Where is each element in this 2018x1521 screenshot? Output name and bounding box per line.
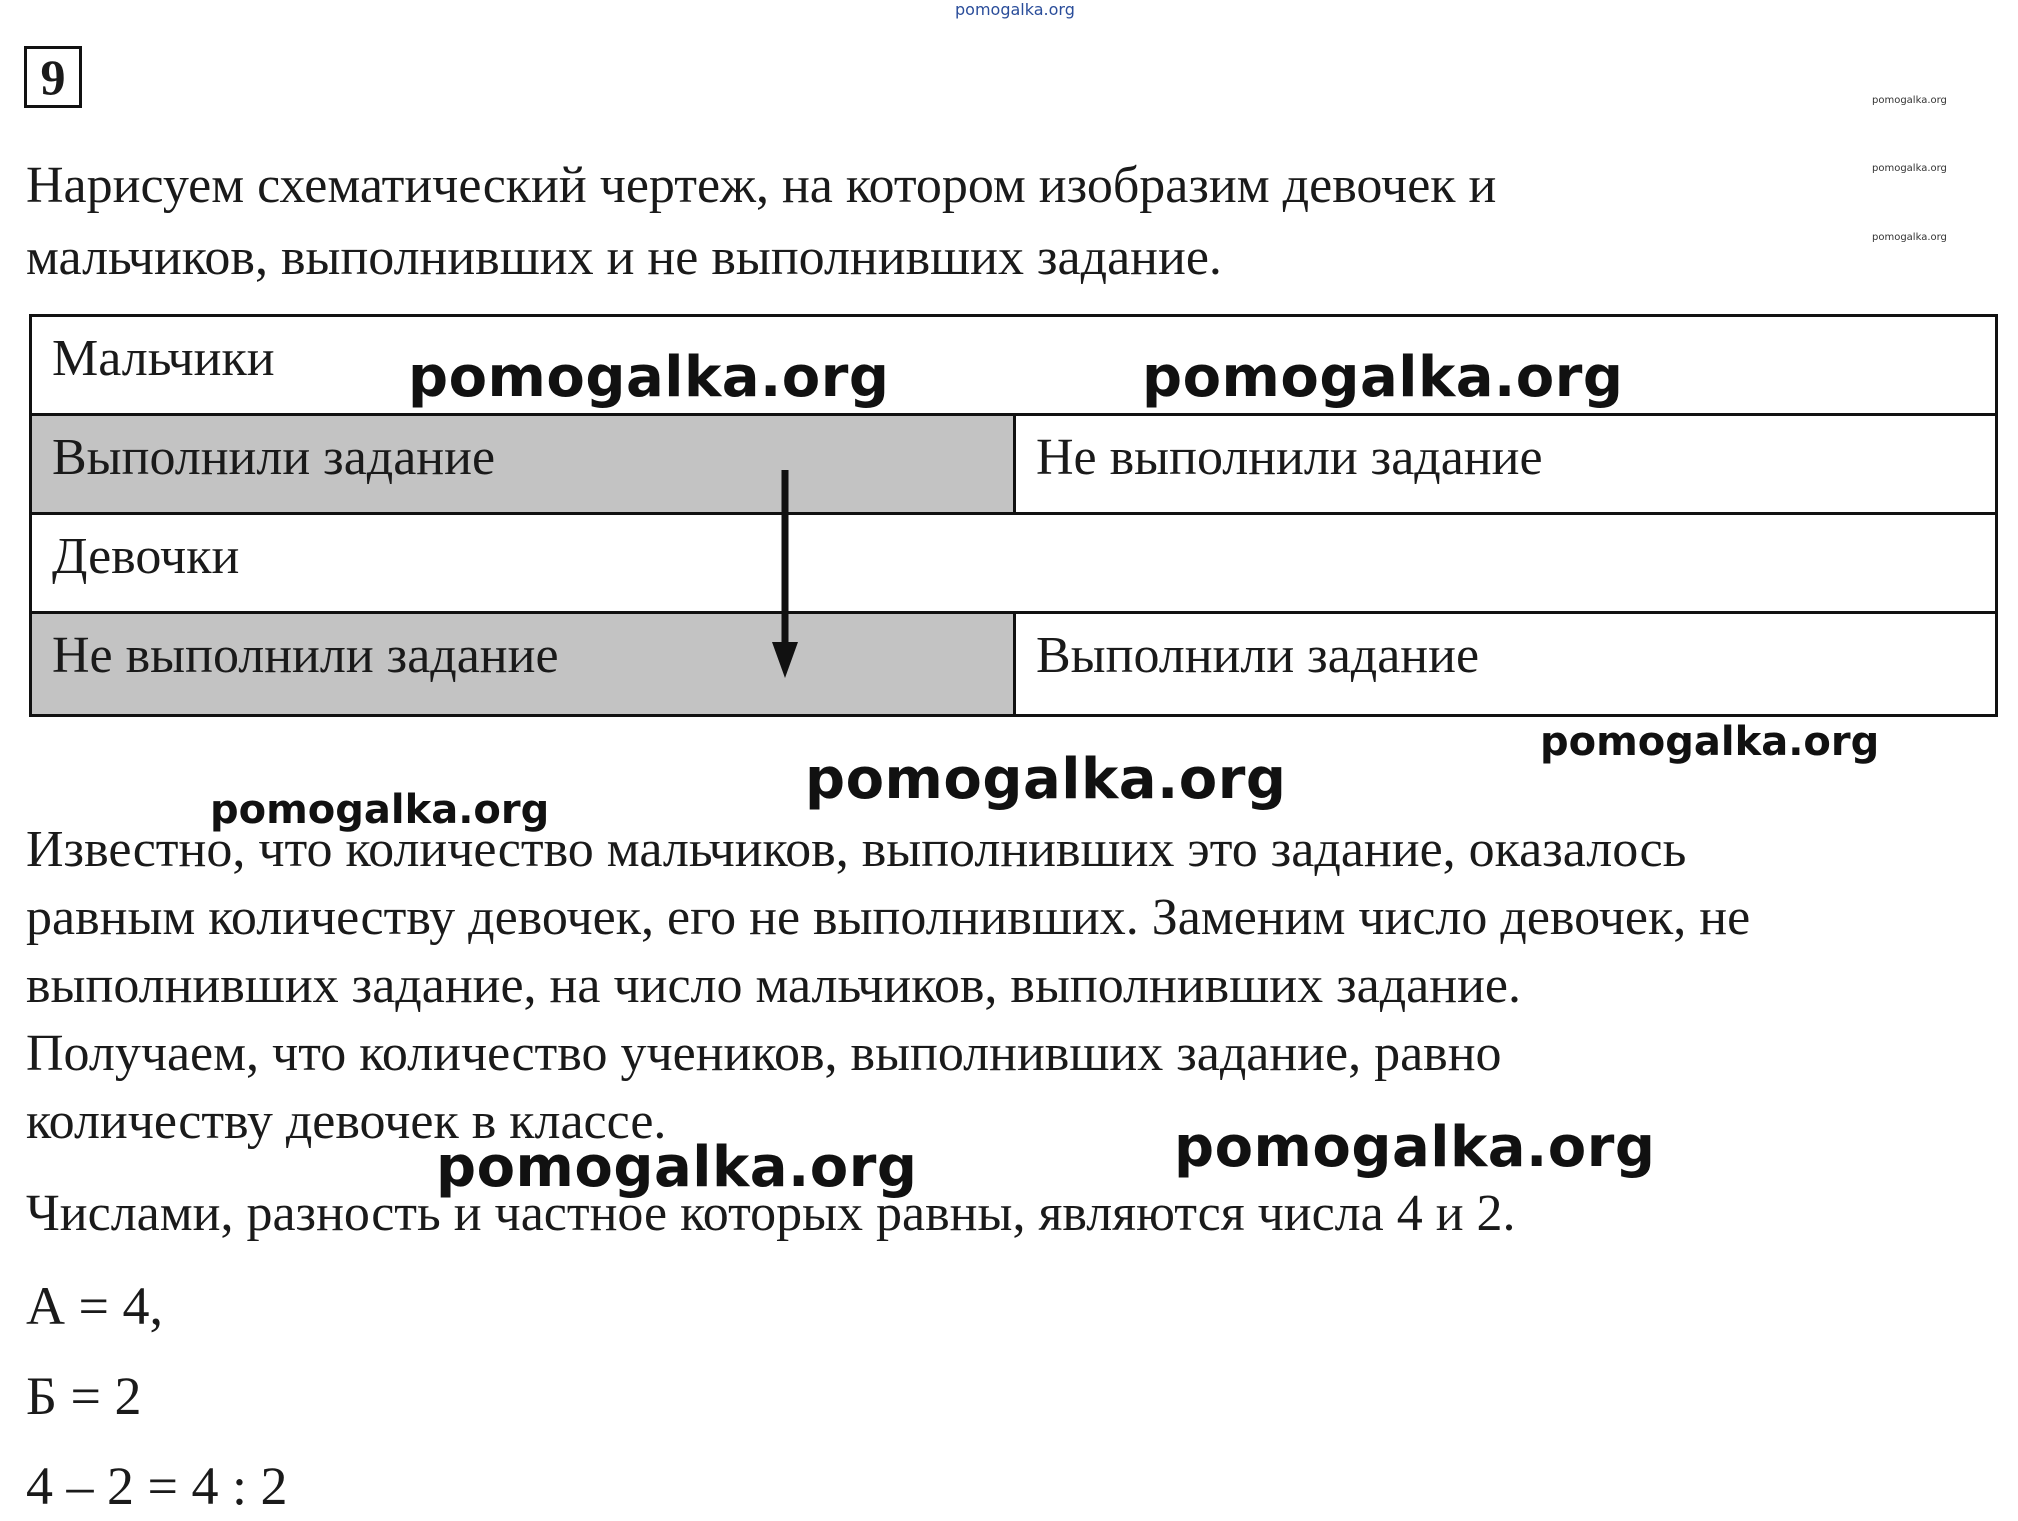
explanation-line-1: Известно, что количество мальчиков, выполнивших это задание, оказалось xyxy=(26,821,1687,878)
watermark-lower-right: pomogalka.org xyxy=(1174,1115,1656,1180)
scheme-table xyxy=(29,314,1998,717)
numbers-line: Числами, разность и частное которых равны, являются числа 4 и 2. xyxy=(26,1185,1516,1242)
girls-not-done-cell xyxy=(32,614,1016,714)
girls-not-done-label: Не выполнили задание xyxy=(52,627,559,684)
intro-line-2: мальчиков, выполнивших и не выполнивших задание. xyxy=(26,229,1222,286)
watermark-side-1: pomogalka.org xyxy=(1872,95,1947,106)
watermark-table-1: pomogalka.org xyxy=(408,345,890,410)
scheme-row-girls xyxy=(32,515,1995,614)
watermark-table-2: pomogalka.org xyxy=(1142,345,1624,410)
girls-label: Девочки xyxy=(52,528,240,585)
watermark-top: pomogalka.org xyxy=(955,0,1075,19)
watermark-center: pomogalka.org xyxy=(805,747,1287,812)
explanation-line-5: количеству девочек в классе. xyxy=(26,1093,667,1150)
boys-done-cell xyxy=(32,416,1016,512)
down-arrow-icon xyxy=(770,470,800,680)
watermark-lower-left: pomogalka.org xyxy=(436,1135,918,1200)
explanation-line-3: выполнивших задание, на число мальчиков, выполнивших задание. xyxy=(26,957,1521,1014)
girls-done-cell xyxy=(1016,614,1995,714)
watermark-side-3: pomogalka.org xyxy=(1872,232,1947,243)
intro-line-1: Нарисуем схематический чертеж, на котором изобразим девочек и xyxy=(26,157,1497,214)
watermark-right: pomogalka.org xyxy=(1540,719,1880,765)
watermark-left: pomogalka.org xyxy=(210,787,550,833)
boys-not-done-cell xyxy=(1016,416,1995,512)
equation-a: А = 4, xyxy=(26,1276,163,1336)
boys-done-label: Выполнили задание xyxy=(52,429,496,486)
task-number-badge: 9 xyxy=(24,46,82,108)
equation-check: 4 – 2 = 4 : 2 xyxy=(26,1456,288,1516)
scheme-row-girls-split xyxy=(32,614,1995,714)
scheme-row-boys-split xyxy=(32,416,1995,515)
explanation-line-4: Получаем, что количество учеников, выполнивших задание, равно xyxy=(26,1025,1502,1082)
explanation-line-2: равным количеству девочек, его не выполнивших. Заменим число девочек, не xyxy=(26,889,1751,946)
scheme-row-boys xyxy=(32,317,1995,416)
boys-not-done-label: Не выполнили задание xyxy=(1036,429,1543,486)
boys-label: Мальчики xyxy=(52,330,275,387)
equation-b: Б = 2 xyxy=(26,1366,142,1426)
watermark-side-2: pomogalka.org xyxy=(1872,163,1947,174)
girls-done-label: Выполнили задание xyxy=(1036,627,1480,684)
